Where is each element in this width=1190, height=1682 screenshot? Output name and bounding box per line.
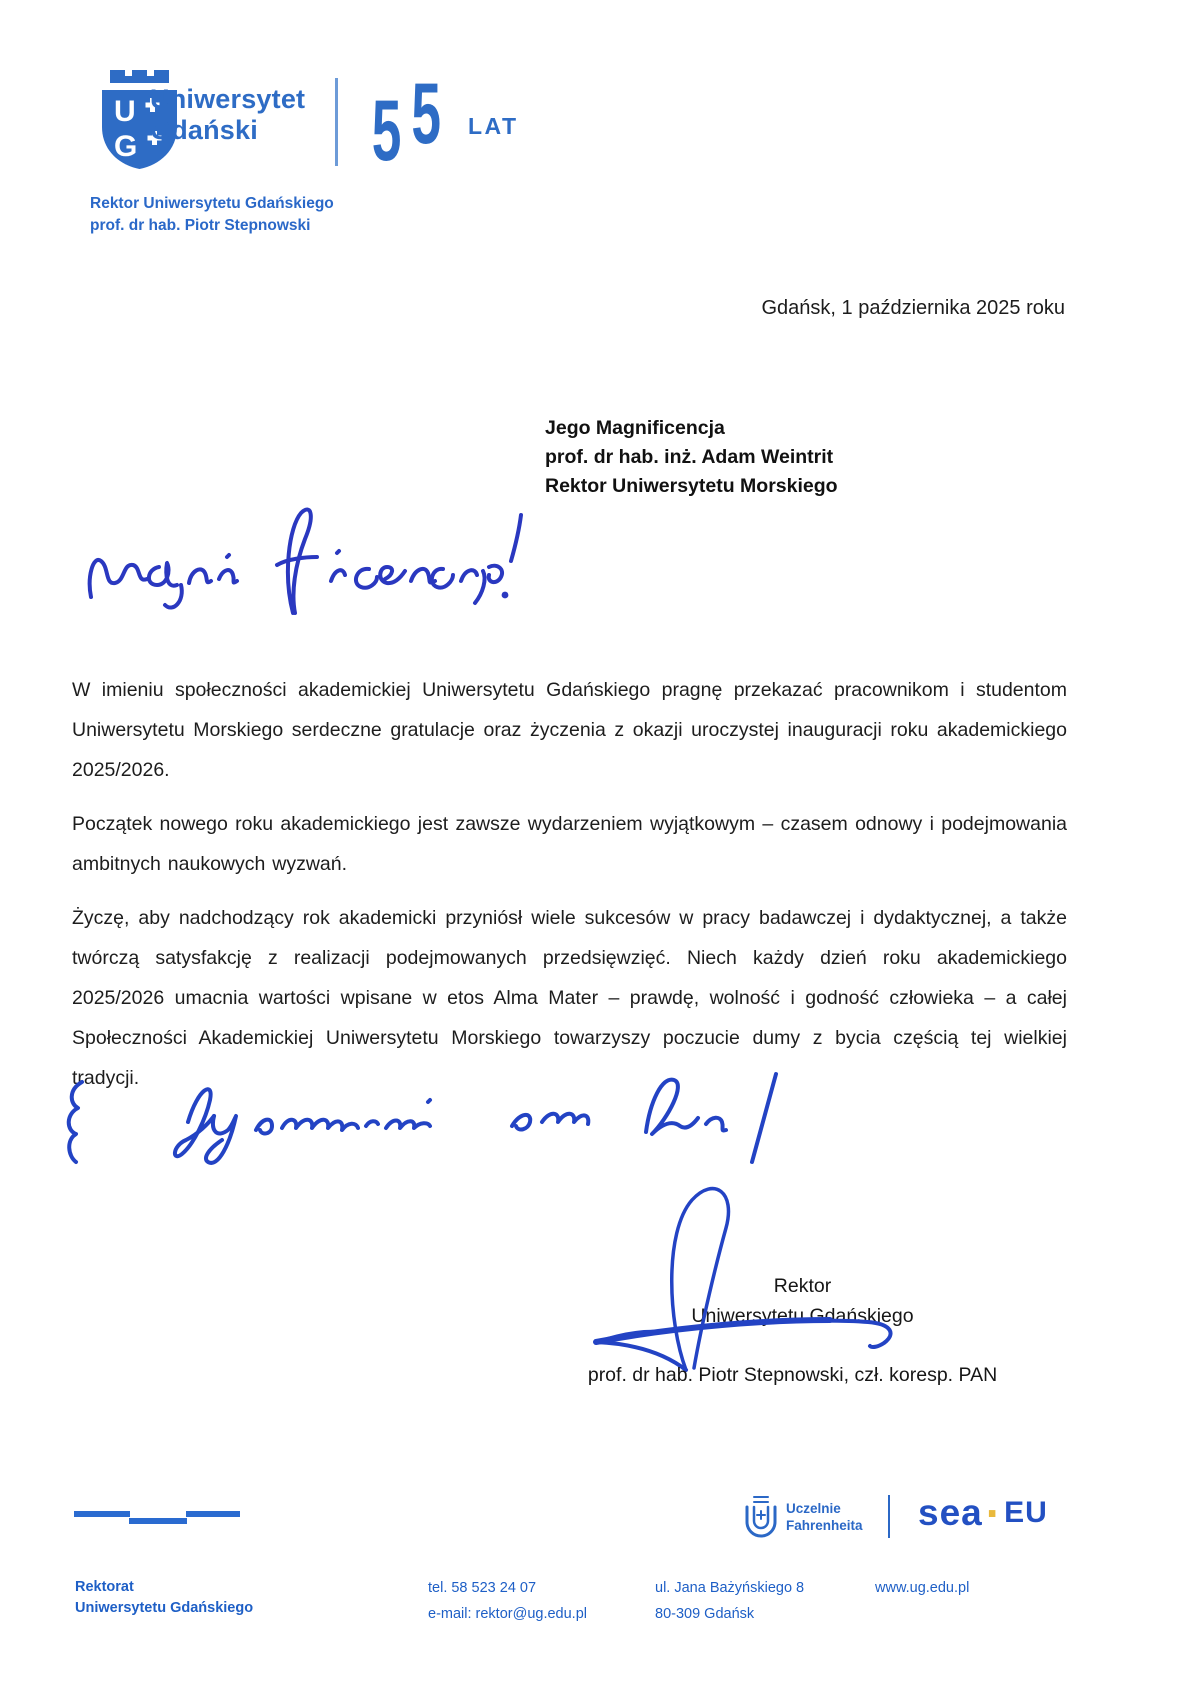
crenellation-decoration-icon <box>74 1511 240 1525</box>
addressee-title: Rektor Uniwersytetu Morskiego <box>545 475 838 497</box>
handwritten-closing <box>60 1058 820 1173</box>
footer-phone: tel. 58 523 24 07 <box>428 1580 537 1596</box>
footer-email: e-mail: rektor@ug.edu.pl <box>428 1606 587 1622</box>
footer-office-line1: Rektorat <box>75 1579 134 1595</box>
salutation-ink-icon <box>85 505 530 617</box>
footer-office-column <box>75 1577 253 1619</box>
date-line: Gdańsk, 1 października 2025 roku <box>761 297 1065 319</box>
fahrenheit-label-line2: Fahrenheita <box>786 1517 863 1533</box>
sea-eu-suffix: EU <box>1004 1496 1048 1529</box>
paragraph-2: Początek nowego roku akademickiego jest zawsze wydarzeniem wyjątkowym – czasem odnowy i podejmowania ambitnych naukowych wyzwań. <box>72 813 1067 875</box>
footer-website: www.ug.edu.pl <box>875 1580 970 1596</box>
addressee-honorific: Jego Magnificencja <box>545 417 725 439</box>
footer-office-line2: Uniwersytetu Gdańskiego <box>75 1600 254 1616</box>
fahrenheit-label-line1: Uczelnie <box>786 1501 841 1516</box>
signature-title-line1: Rektor <box>773 1275 832 1297</box>
paragraph-1: W imieniu społeczności akademickiej Uniwersytetu Gdańskiego pragnę przekazać pracownikom i studentom Uniwersytetu Morskiego serdeczne gratulacje oraz życzenia z okazji uroczystej inauguracji roku akademickiego 2025/2026. <box>72 679 1067 781</box>
sea-eu-logo <box>918 1487 1048 1539</box>
fahrenheit-universities-logo-icon <box>744 1495 778 1539</box>
footer-contact-column <box>428 1575 587 1627</box>
sea-eu-word: sea <box>918 1492 983 1533</box>
anniversary-label: LAT <box>468 113 519 139</box>
letter-body <box>72 670 1067 1098</box>
sea-eu-dot-icon: · <box>985 1487 1002 1539</box>
sender-name: prof. dr hab. Piotr Stepnowski <box>90 217 311 234</box>
logo-divider <box>335 78 338 166</box>
handwritten-salutation <box>85 505 530 617</box>
anniversary-digit-2: 5 <box>411 72 442 163</box>
university-wordmark <box>150 84 305 146</box>
sender-title: Rektor Uniwersytetu Gdańskiego <box>90 195 334 212</box>
wordmark-line2: Gdański <box>150 115 258 145</box>
addressee-name: prof. dr hab. inż. Adam Weintrit <box>545 446 834 468</box>
footer-website-column <box>875 1575 969 1601</box>
shield-letter-u: U <box>114 95 136 128</box>
fahrenheit-universities-label <box>786 1501 863 1534</box>
addressee-block <box>545 414 838 501</box>
signature-name-line: prof. dr hab. Piotr Stepnowski, czł. koresp. PAN <box>587 1364 998 1386</box>
footer-address-line2: 80-309 Gdańsk <box>655 1606 755 1622</box>
footer-address-column <box>655 1575 804 1627</box>
sender-block <box>90 193 334 237</box>
anniversary-55-lat-logo <box>368 72 528 168</box>
partner-logos-divider <box>888 1495 890 1538</box>
paragraph-3: Życzę, aby nadchodzący rok akademicki przyniósł wiele sukcesów w pracy badawczej i dydaktycznej, a także twórczą satysfakcję z realizacji podejmowanych przedsięwzięć. Niech każdy dzień roku akademickiego 2025/2026 umacnia wartości wpisane w etos Alma Mater – prawdę, wolność i godność człowieka – a całej Społeczności Akademickiej Uniwersytetu Morskiego towarzyszy poczucie dumy z bycia częścią tej wielkiej tradycji. <box>72 907 1067 1089</box>
signature-title-line2: Uniwersytetu Gdańskiego <box>691 1304 914 1327</box>
footer-address-line1: ul. Jana Bażyńskiego 8 <box>655 1580 805 1596</box>
anniversary-digit-1: 5 <box>371 83 402 168</box>
signature-title-block <box>650 1272 955 1331</box>
closing-ink-icon <box>60 1058 820 1173</box>
shield-letter-g: G <box>114 130 138 163</box>
wordmark-line1: Uniwersytet <box>150 84 306 114</box>
